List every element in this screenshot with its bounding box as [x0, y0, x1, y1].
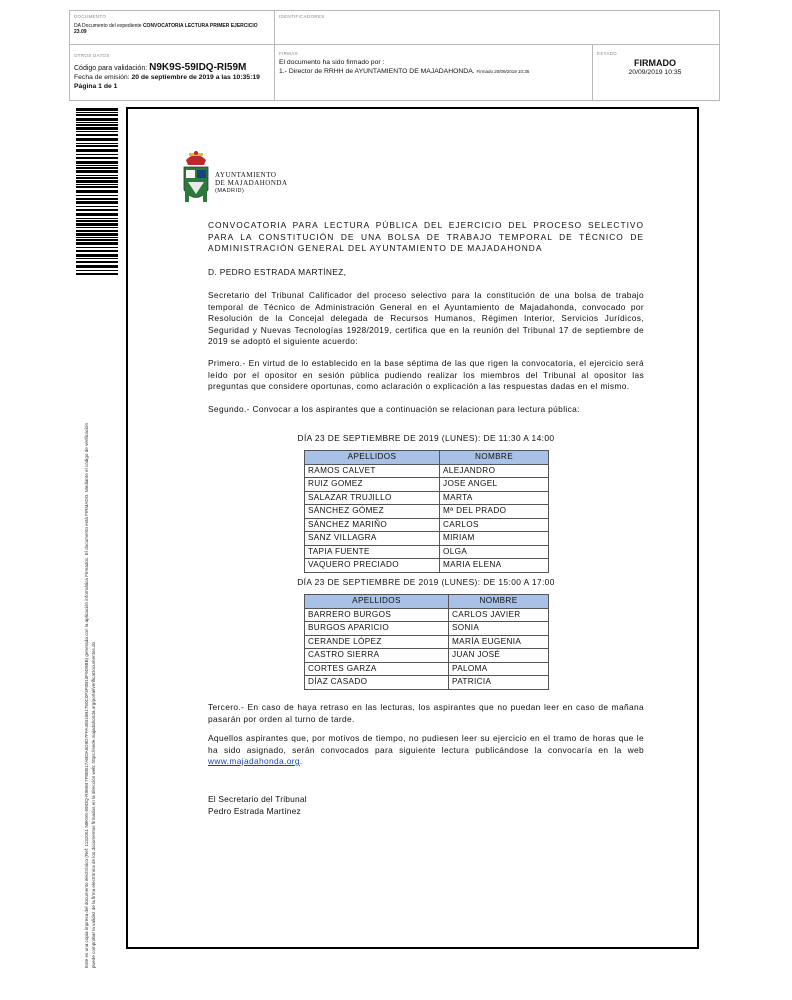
cell-apellidos: CERANDE LÓPEZ — [305, 635, 449, 649]
otros-datos-label: OTROS DATOS — [74, 53, 110, 58]
table-row — [305, 662, 549, 676]
cell-nombre: MARÍA EUGENIA — [449, 635, 549, 649]
session-afternoon-title: DÍA 23 DE SEPTIEMBRE DE 2019 (LUNES): DE 15:00 A 17:00 — [297, 577, 555, 587]
cell-nombre: PATRICIA — [449, 676, 549, 690]
cell-nombre: JUAN JOSÉ — [449, 649, 549, 663]
header-identificadores-box — [274, 10, 720, 45]
codigo-prefix: Código para validación: — [74, 65, 150, 72]
cell-nombre: MARIA ELENA — [440, 559, 549, 573]
documento-title — [74, 23, 269, 35]
cell-apellidos: RAMOS CALVET — [305, 464, 440, 478]
addressee: D. PEDRO ESTRADA MARTÍNEZ, — [208, 267, 347, 277]
table-row — [305, 464, 549, 478]
paragraph-secretario: Secretario del Tribunal Calificador del proceso selectivo para la constitución de una bolsa de trabajo temporal de Técnico de Administración General en el Ayuntamiento de Majadahonda, convocado por Resolución de la Concejal delegada de Recursos Humanos, Régimen Interior, Servicios Jurídicos, Seguridad y Nuevas Tecnologías 1928/2019, certifica que en la reunión del Tribunal 17 de septiembre de 2019 se adoptó el siguiente acuerdo: — [208, 290, 644, 346]
cell-apellidos: SALAZAR TRUJILLO — [305, 491, 440, 505]
table-row — [305, 545, 549, 559]
estado-value: FIRMADO — [634, 58, 676, 68]
cell-nombre: JOSE ANGEL — [440, 478, 549, 492]
cell-apellidos: CASTRO SIERRA — [305, 649, 449, 663]
table-header-row — [305, 595, 549, 609]
table-row — [305, 505, 549, 519]
cell-apellidos: VAQUERO PRECIADO — [305, 559, 440, 573]
column-header-apellidos: APELLIDOS — [305, 451, 440, 465]
table-header-row — [305, 451, 549, 465]
table-afternoon — [304, 594, 549, 690]
logo-line1: AYUNTAMIENTO — [215, 171, 277, 179]
paragraph-primero: Primero.- En virtud de lo establecido en la base séptima de las que rigen la convocatoria, el ejercicio será leído por el opositor en sesión pública pudiendo realizar los miembros del Tribunal al opositor las preguntas que considere oportunas, como aclaración o explicación a las respuestas dadas en el mismo. — [208, 358, 644, 391]
header-otros-datos-box — [69, 44, 275, 101]
cell-nombre: Mª DEL PRADO — [440, 505, 549, 519]
table-row — [305, 559, 549, 573]
logo-text — [215, 171, 288, 196]
logo-line2: DE MAJADAHONDA — [215, 179, 288, 188]
table-row — [305, 608, 549, 622]
cell-nombre: SONIA — [449, 622, 549, 636]
cell-apellidos: TAPIA FUENTE — [305, 545, 440, 559]
codigo-value: N9K9S-59IDQ-RI59M — [149, 62, 247, 73]
barcode-icon — [76, 108, 118, 278]
column-header-apellidos: APELLIDOS — [305, 595, 449, 609]
paragraph-tercero: Tercero.- En caso de haya retraso en las lecturas, los aspirantes que no puedan leer en caso de mañana pasarán por orden al turno de tarde. — [208, 702, 644, 724]
table-row — [305, 518, 549, 532]
identificadores-label: IDENTIFICADORES — [279, 14, 325, 19]
header-estado-box — [592, 44, 720, 101]
cell-nombre: MARTA — [440, 491, 549, 505]
table-row — [305, 478, 549, 492]
cell-nombre: MIRIAM — [440, 532, 549, 546]
firmas-date: Firmado 20/09/2019 10:35 — [476, 69, 530, 74]
table-row — [305, 622, 549, 636]
coat-of-arms-icon — [180, 150, 212, 210]
fecha-emision — [74, 74, 260, 81]
majadahonda-link[interactable]: www.majadahonda.org — [208, 756, 300, 766]
cell-nombre: CARLOS JAVIER — [449, 608, 549, 622]
fecha-prefix: Fecha de emisión: — [74, 74, 132, 81]
cell-apellidos: BARRERO BURGOS — [305, 608, 449, 622]
paragraph-aquellos-end: . — [299, 756, 303, 766]
header-documento-box — [69, 10, 275, 45]
signature-role: El Secretario del Tribunal — [208, 794, 307, 804]
cell-apellidos: SÁNCHEZ MARIÑO — [305, 518, 440, 532]
signature-block — [208, 794, 644, 817]
column-header-nombre: NOMBRE — [449, 595, 549, 609]
firmas-line1: El documento ha sido firmado por : — [279, 59, 385, 66]
cell-apellidos: SÁNCHEZ GÓMEZ — [305, 505, 440, 519]
cell-nombre: PALOMA — [449, 662, 549, 676]
column-header-nombre: NOMBRE — [440, 451, 549, 465]
estado-date: 20/09/2019 10:35 — [628, 69, 682, 76]
table-morning — [304, 450, 549, 573]
cell-nombre: ALEJANDRO — [440, 464, 549, 478]
table-row — [305, 676, 549, 690]
cell-nombre: OLGA — [440, 545, 549, 559]
paragraph-aquellos-text: Aquellos aspirantes que, por motivos de tiempo, no pudiesen leer su ejercicio en el tramo de horas que le ha sido asignado, serán convocados para siguiente lectura publicándose la convocaría en la web — [208, 733, 644, 755]
table-row — [305, 532, 549, 546]
signature-name: Pedro Estrada Martínez — [208, 805, 301, 816]
codigo-validacion — [74, 63, 246, 73]
firmas-signer: 1.- Director de RRHH de AYUNTAMIENTO DE MAJADAHONDA. — [279, 68, 475, 75]
table-row — [305, 635, 549, 649]
fecha-value: 20 de septiembre de 2019 a las 10:35:19 — [131, 74, 260, 81]
pagina: Página 1 de 1 — [74, 83, 118, 90]
logo-line3: (MADRID) — [215, 188, 245, 195]
document-heading: CONVOCATORIA PARA LECTURA PÚBLICA DEL EJERCICIO DEL PROCESO SELECTIVO PARA LA CONSTITUCIÓN DE UNA BOLSA DE TRABAJO TEMPORAL DE TÉCNICO DE ADMINISTRACIÓN GENERAL DEL AYUNTAMIENTO DE MAJADAHONDA — [208, 220, 644, 253]
documento-title-value: CONVOCATORIA LECTURA PRIMER EJERCICIO 23.09 — [74, 23, 258, 35]
paragraph-segundo: Segundo.- Convocar a los aspirantes que a continuación se relacionan para lectura pública: — [208, 404, 580, 414]
table-row — [305, 649, 549, 663]
cell-apellidos: DÍAZ CASADO — [305, 676, 449, 690]
cell-apellidos: RUIZ GOMEZ — [305, 478, 440, 492]
cell-apellidos: SANZ VILLAGRA — [305, 532, 440, 546]
firmas-label: FIRMAS — [279, 51, 298, 56]
firmas-line2 — [279, 68, 529, 75]
side-text-line2: puede comprobar la validez de la firma electrónica de los documentos firmados en la dirección web: https://sede.majadahonda.org/portal/verificaDocumentos.do — [91, 641, 96, 968]
side-text-line1: Este es una copia impresa del documento electrónico (Ref: 1132051 N9K9S-59IDQ-RI59M 7F8EB17ABDA5D9D7FFA49316B1750C0F3F0B10F9D9BB) generada con la aplicación informática Firmadoc. El documento está FIRMADO. Mediante el código de verificación — [84, 422, 89, 968]
header-firmas-box — [274, 44, 593, 101]
session-morning-title: DÍA 23 DE SEPTIEMBRE DE 2019 (LUNES): DE 11:30 A 14:00 — [297, 433, 555, 443]
cell-apellidos: CORTES GARZA — [305, 662, 449, 676]
documento-prefix: DA Documento del expediente — [74, 23, 143, 29]
table-row — [305, 491, 549, 505]
cell-nombre: CARLOS — [440, 518, 549, 532]
documento-label: DOCUMENTO — [74, 14, 107, 19]
estado-label: ESTADO — [597, 51, 617, 56]
cell-apellidos: BURGOS APARICIO — [305, 622, 449, 636]
paragraph-aquellos — [208, 733, 644, 768]
